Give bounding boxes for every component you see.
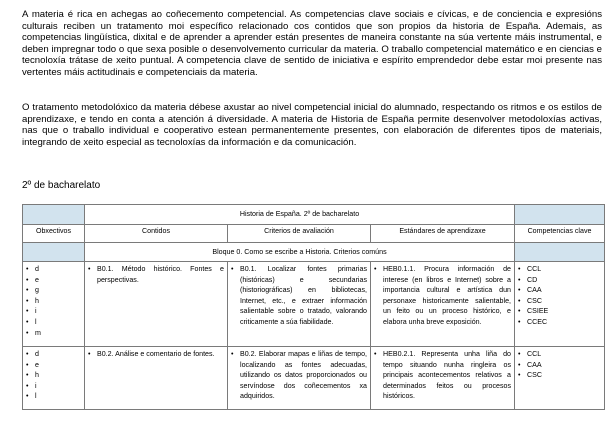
- objectives-list: [26, 264, 81, 338]
- objective-item: • m: [26, 328, 81, 339]
- header-objectives: Obxectivos: [23, 225, 85, 243]
- objective-item: • h: [26, 370, 81, 381]
- standard-cell: [371, 262, 515, 347]
- competence-item: • CSIEE: [518, 306, 601, 317]
- competence-item: • CSC: [518, 296, 601, 307]
- standard-list: [374, 349, 511, 402]
- competence-item: • CSC: [518, 370, 601, 381]
- content-cell: [85, 347, 228, 410]
- objective-item: • i: [26, 381, 81, 392]
- criterion-cell: [228, 347, 371, 410]
- table-row: [23, 347, 605, 410]
- objective-item: • e: [26, 360, 81, 371]
- table-title-row: [23, 205, 605, 225]
- standard-cell: [371, 347, 515, 410]
- objective-item: • d: [26, 264, 81, 275]
- criterion-list: [231, 264, 367, 328]
- title-row-spacer-right: [515, 205, 605, 225]
- objective-item: • h: [26, 296, 81, 307]
- content-cell: [85, 262, 228, 347]
- criterion-cell: [228, 262, 371, 347]
- competence-item: • CAA: [518, 360, 601, 371]
- competence-item: • CCL: [518, 264, 601, 275]
- table-title: Historia de España. 2º de bacharelato: [85, 205, 515, 225]
- header-criteria: Criterios de avaliación: [228, 225, 371, 243]
- criterion-list: [231, 349, 367, 402]
- competences-cell: [515, 262, 605, 347]
- curriculum-table: [22, 204, 605, 410]
- section-heading: 2º de bacharelato: [22, 180, 101, 191]
- competences-list: [518, 349, 601, 381]
- content-list: [88, 264, 224, 285]
- objectives-list: [26, 349, 81, 402]
- block-title: Bloque 0. Como se escribe a Historia. Criterios comúns: [85, 243, 515, 262]
- competence-item: • CCL: [518, 349, 601, 360]
- competences-list: [518, 264, 601, 328]
- title-row-spacer: [23, 205, 85, 225]
- standard-item: • HEB0.2.1. Representa unha liña do tempo situando nunha ringleira os principais acontecementos relativos a determinados feitos ou procesos históricos.: [374, 349, 511, 402]
- objective-item: • d: [26, 349, 81, 360]
- objectives-cell: [23, 262, 85, 347]
- objective-item: • l: [26, 391, 81, 402]
- block-row-spacer-right: [515, 243, 605, 262]
- content-item: • B0.2. Análise e comentario de fontes.: [88, 349, 224, 360]
- competences-cell: [515, 347, 605, 410]
- content-item: • B0.1. Método histórico. Fontes e perspectivas.: [88, 264, 224, 285]
- objective-item: • i: [26, 306, 81, 317]
- objectives-cell: [23, 347, 85, 410]
- objective-item: • e: [26, 275, 81, 286]
- header-contents: Contidos: [85, 225, 228, 243]
- competence-item: • CD: [518, 275, 601, 286]
- competence-item: • CAA: [518, 285, 601, 296]
- objective-item: • l: [26, 317, 81, 328]
- standard-item: • HEB0.1.1. Procura información de interese (en libros e Internet) sobre a importancia cultural e artística dun personaxe historicamente salientable, un feito ou un proceso histórico, e elabora unha breve exposición.: [374, 264, 511, 328]
- standard-list: [374, 264, 511, 328]
- table-header-row: [23, 225, 605, 243]
- objective-item: • g: [26, 285, 81, 296]
- header-competences: Competencias clave: [515, 225, 605, 243]
- block-row-spacer: [23, 243, 85, 262]
- content-list: [88, 349, 224, 360]
- header-standards: Estándares de aprendizaxe: [371, 225, 515, 243]
- intro-paragraph-1: A materia é rica en achegas ao coñecemento competencial. As competencias clave sociais e cívicas, e de conciencia e expresións culturais reciben un tratamento moi específico relacionado cos contidos que son propios da historia de España. Ademais, as competencias lingüística, dixital e de aprender a aprender están presentes de maneira constante na súa vertente máis instrumental, e deben impregnar todo o que sexa posible o desenvolvemento curricular da materia. O traballo competencial matemático e en ciencias e tecnoloxía trátase de xeito puntual. A competencia clave de sentido de iniciativa e espírito emprendedor debe estar moi presente nas vertentes máis actitudinais e competenciais da materia.: [22, 9, 602, 78]
- competence-item: • CCEC: [518, 317, 601, 328]
- criterion-item: • B0.2. Elaborar mapas e liñas de tempo, localizando as fontes adecuadas, utilizando os datos proporcionados ou servíndose dos coñecementos xa adquiridos.: [231, 349, 367, 402]
- table-row: [23, 262, 605, 347]
- criterion-item: • B0.1. Localizar fontes primarias (históricas) e secundarias (historiográficas) en bibliotecas, Internet, etc., e extraer información salientable sobre o tratado, valorando criticamente a súa fiabilidade.: [231, 264, 367, 328]
- block-title-row: [23, 243, 605, 262]
- intro-paragraph-2: O tratamento metodolóxico da materia débese axustar ao nivel competencial inicial do alumnado, respectando os ritmos e os estilos de aprendizaxe, e tendo en conta a atención á diversidade. A materia de Historia de España permite desenvolver metodoloxías activas, nas que o traballo individual e cooperativo estean permanentemente presentes, con elaboración de diferentes tipos de materiais, integrando de xeito especial as tecnoloxías da información e da comunicación.: [22, 102, 602, 148]
